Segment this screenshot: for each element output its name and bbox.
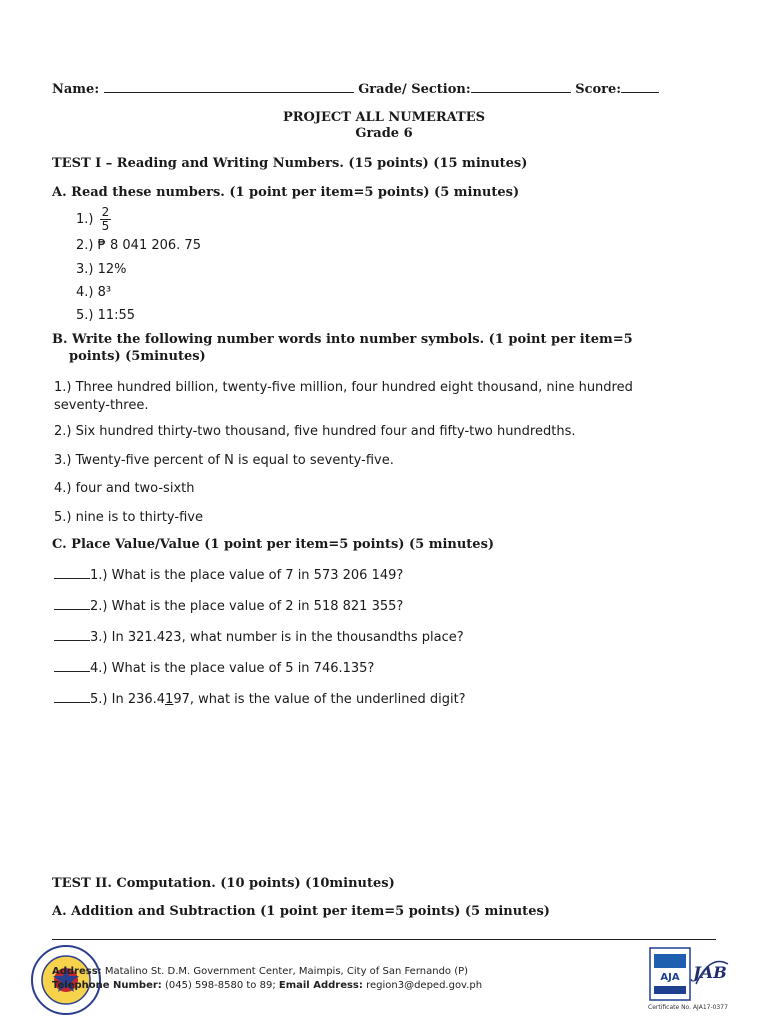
fraction-numerator: 2 [101, 205, 110, 219]
grade-section-label: Grade/ Section: [358, 82, 471, 97]
partC-item-5-before: 5.) In 236.4 [90, 692, 166, 707]
partB-item-4: 4.) four and two-sixth [54, 481, 195, 496]
page-title: PROJECT ALL NUMERATES [282, 110, 486, 125]
partB-heading-line1: B. Write the following number words into number symbols. (1 point per item=5 [52, 332, 633, 347]
answer-blank[interactable] [54, 659, 90, 672]
test1-heading: TEST I – Reading and Writing Numbers. (15 points) (15 minutes) [52, 156, 528, 171]
partA-item-3: 3.) 12% [76, 262, 127, 277]
footer-divider [52, 939, 716, 940]
partC-item-1-text: 1.) What is the place value of 7 in 573 206 149? [90, 568, 404, 583]
name-field-row [52, 80, 659, 97]
address-text: Matalino St. D.M. Government Center, Maimpis, City of San Fernando (P) [104, 966, 469, 977]
footer-contact [52, 980, 482, 991]
underlined-digit: 1 [165, 692, 174, 707]
logo-aja-text: AJA [660, 972, 680, 983]
partB-item-5: 5.) nine is to thirty-five [54, 510, 203, 525]
partA-item-4: 4.) 8³ [76, 285, 112, 300]
email-label: Email Address: [278, 980, 363, 991]
partC-item-4 [54, 659, 374, 676]
partC-item-5 [54, 690, 466, 707]
partC-heading: C. Place Value/Value (1 point per item=5 points) (5 minutes) [52, 537, 495, 552]
answer-blank[interactable] [54, 597, 90, 610]
answer-blank[interactable] [54, 690, 90, 703]
partC-item-2-text: 2.) What is the place value of 2 in 518 821 355? [90, 599, 404, 614]
partA-item-5: 5.) 11:55 [76, 308, 136, 323]
test2-partA-heading: A. Addition and Subtraction (1 point per item=5 points) (5 minutes) [52, 904, 550, 919]
partC-item-4-text: 4.) What is the place value of 5 in 746.135? [90, 661, 375, 676]
answer-blank[interactable] [54, 566, 90, 579]
partC-item-1 [54, 566, 403, 583]
partB-heading-line2: points) (5minutes) [69, 349, 206, 364]
fraction-denominator: 5 [101, 219, 110, 233]
name-blank[interactable] [104, 80, 354, 93]
address-label: Address: [52, 966, 102, 977]
test2-heading: TEST II. Computation. (10 points) (10minutes) [52, 876, 395, 891]
name-label: Name: [52, 82, 100, 97]
partA-item-1 [76, 206, 111, 233]
page-subtitle: Grade 6 [355, 126, 413, 141]
partC-item-3-text: 3.) In 321.423, what number is in the thousandths place? [90, 630, 464, 645]
phone-label: Telephone Number: [52, 980, 162, 991]
partB-item-3: 3.) Twenty-five percent of N is equal to seventy-five. [54, 453, 394, 468]
logo-jab-text: JAB [693, 963, 727, 982]
certification-logos-icon [648, 944, 732, 1006]
answer-blank[interactable] [54, 628, 90, 641]
email-text: region3@deped.gov.ph [366, 980, 483, 991]
footer-address [52, 966, 468, 977]
partA-item-2: 2.) ₱ 8 041 206. 75 [76, 238, 201, 253]
certificate-number: Certificate No. AJA17-0377 [648, 1004, 728, 1011]
grade-section-blank[interactable] [471, 80, 571, 93]
partC-item-3 [54, 628, 464, 645]
partA-item-1-prefix: 1.) [76, 212, 94, 227]
fraction [100, 206, 112, 233]
partA-heading: A. Read these numbers. (1 point per item=5 points) (5 minutes) [52, 185, 520, 200]
partC-item-5-after: 97, what is the value of the underlined digit? [173, 692, 466, 707]
score-label: Score: [575, 82, 622, 97]
score-blank[interactable] [621, 80, 659, 93]
partB-item-2: 2.) Six hundred thirty-two thousand, five hundred four and fifty-two hundredths. [54, 424, 576, 439]
partC-item-2 [54, 597, 403, 614]
partB-item-1: 1.) Three hundred billion, twenty-five million, four hundred eight thousand, nine hundred seventy-three. [54, 380, 633, 413]
phone-text: (045) 598-8580 to 89; [164, 980, 276, 991]
